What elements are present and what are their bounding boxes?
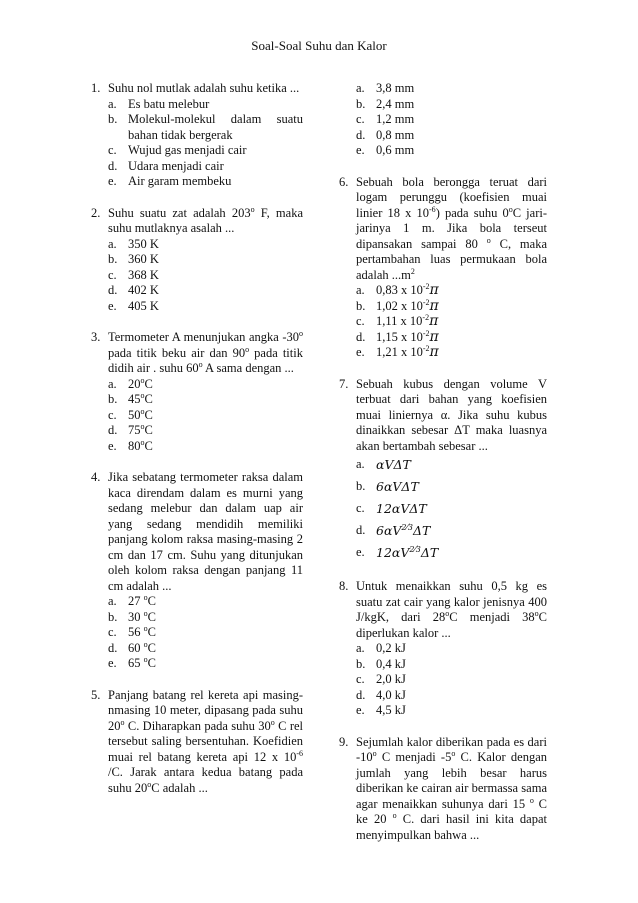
option-label: b.	[108, 112, 118, 126]
option	[356, 542, 547, 564]
question-stem: Sebuah bola berongga teruat dari logam perunggu (koefisien muai linier 18 x $10^{-6}$) pada suhu 0$^o$C jari-jarinya 1 m. Jika bola terseut dipansakan sampai 80 $^o$ C, maka pertambahan luas permukaan bola adalah $...m^2$	[356, 174, 548, 282]
option	[108, 283, 303, 299]
question-5	[91, 688, 303, 797]
option	[356, 128, 547, 144]
option-text: 3,8 mm	[376, 81, 415, 95]
option-text: 0,83 x $10^{-2}\pi$	[376, 281, 439, 298]
option-text: 12αVΔT	[376, 501, 427, 517]
option-text: αVΔT	[376, 457, 411, 473]
option	[108, 112, 303, 143]
option-text: Molekul-molekul dalam suatu bahan tidak bergerak	[128, 112, 303, 142]
option	[108, 610, 303, 626]
option-label: b.	[356, 96, 366, 111]
question-4	[91, 470, 303, 672]
option-label: d.	[108, 640, 118, 655]
option-text: 4,5 kJ	[376, 703, 406, 717]
option-text: 4,0 kJ	[376, 687, 406, 702]
option	[356, 330, 547, 346]
option-text: 60 $^o$C	[128, 639, 156, 655]
option-text: Air garam membeku	[128, 174, 232, 188]
option-text: 368 K	[128, 267, 159, 282]
option-label: c.	[356, 672, 365, 686]
question-number: 4.	[91, 470, 101, 484]
question-number: 7.	[339, 376, 349, 391]
question-2	[91, 206, 303, 315]
option	[108, 143, 303, 159]
option-label: a.	[356, 283, 365, 297]
question-1	[91, 81, 303, 190]
option-label: a.	[356, 641, 365, 655]
option-label: c.	[108, 407, 117, 422]
option-label: e.	[356, 143, 365, 157]
option	[356, 657, 547, 673]
option-label: b.	[108, 392, 118, 406]
question-number: 6.	[339, 174, 349, 189]
option	[356, 454, 547, 476]
option	[108, 237, 303, 253]
option-text: 20$^o$C	[128, 375, 153, 391]
option	[356, 81, 547, 97]
option	[356, 703, 547, 719]
option-label: d.	[356, 687, 366, 702]
option	[356, 672, 547, 688]
right-column	[339, 81, 547, 843]
option-label: b.	[108, 609, 118, 624]
question-stem: Jika sebatang termometer raksa dalam kaca direndam dalam es murni yang sedang melebur dan dalam uap air yang sedang mendidih memiliki panjang kolom raksa masing-masing 2 cm dan 17 cm. Suhu yang ditunjukan oleh kolom raksa dengan panjang 11 cm adalah ...	[108, 470, 303, 593]
option	[108, 408, 303, 424]
option	[108, 439, 303, 455]
option	[356, 641, 547, 657]
option-text: 1,02 x $10^{-2}\pi$	[376, 297, 439, 314]
option-text: 45$^o$C	[128, 390, 153, 406]
option	[108, 159, 303, 175]
option-text: 27 $^o$C	[128, 592, 156, 608]
question-number: 5.	[91, 687, 101, 702]
option-label: d.	[356, 127, 366, 142]
option-label: b.	[356, 656, 366, 671]
option	[108, 299, 303, 315]
question-number: 2.	[91, 205, 101, 220]
option-text: $6\alpha V^{2⁄3}\Delta T$	[376, 523, 431, 539]
option	[356, 520, 547, 542]
option	[108, 594, 303, 610]
option	[108, 268, 303, 284]
option-text: 0,6 mm	[376, 143, 415, 157]
option	[356, 498, 547, 520]
option	[356, 97, 547, 113]
option	[108, 641, 303, 657]
option-label: d.	[356, 523, 366, 538]
option	[108, 252, 303, 268]
option-text: 80$^o$C	[128, 437, 153, 453]
option-label: d.	[108, 158, 118, 173]
option-label: a.	[108, 594, 117, 608]
left-column	[91, 81, 303, 796]
option-label: e.	[356, 703, 365, 717]
option-text: 2,4 mm	[376, 96, 415, 111]
option-label: d.	[108, 283, 118, 297]
option-text: 0,4 kJ	[376, 656, 406, 671]
option-text: 75$^o$C	[128, 421, 153, 437]
option	[356, 299, 547, 315]
option-text: $12\alpha V^{2⁄3}\Delta T$	[376, 545, 439, 561]
option-label: a.	[108, 236, 117, 251]
question-3	[91, 330, 303, 454]
question-5-options	[339, 81, 547, 159]
option-label: c.	[108, 267, 117, 282]
option-label: e.	[108, 438, 117, 453]
option-label: c.	[356, 314, 365, 328]
option-text: 65 $^o$C	[128, 654, 156, 670]
option-text: Wujud gas menjadi cair	[128, 143, 247, 157]
option	[356, 283, 547, 299]
option	[108, 625, 303, 641]
option-label: c.	[108, 143, 117, 157]
option-label: a.	[356, 457, 365, 472]
option-text: 1,11 x $10^{-2}\pi$	[376, 312, 439, 329]
option	[108, 392, 303, 408]
option	[108, 656, 303, 672]
option	[108, 174, 303, 190]
option-label: a.	[108, 376, 117, 391]
question-6	[339, 175, 547, 361]
option-label: c.	[108, 625, 117, 639]
option-label: b.	[356, 298, 366, 313]
option	[356, 688, 547, 704]
option-label: d.	[356, 329, 366, 344]
option-text: 1,21 x $10^{-2}\pi$	[376, 343, 439, 360]
option-text: 402 K	[128, 283, 159, 297]
question-stem: Sejumlah kalor diberikan pada es dari -10$^o$ C menjadi -5$^o$ C. Kalor dengan jumlah yang lebih besar harus diberikan ke cairan air bermassa sama agar menaikkan suhunya dari 15 $^o$ C ke 20 $^o$ C. dari hasil ini kita dapat menyimpulkan bahwa ...	[356, 734, 548, 842]
option-label: e.	[108, 298, 117, 313]
option	[108, 377, 303, 393]
option	[108, 423, 303, 439]
option-text: 360 K	[128, 252, 159, 266]
option-text: Es batu melebur	[128, 96, 210, 111]
option-label: d.	[108, 423, 118, 437]
option-label: c.	[356, 501, 365, 516]
option-text: 1,15 x $10^{-2}\pi$	[376, 328, 439, 345]
question-number: 1.	[91, 81, 101, 95]
option	[108, 97, 303, 113]
question-stem: Suhu suatu zat adalah 203$^o$ F, maka suhu mutlaknya asalah ...	[108, 204, 303, 235]
option	[356, 314, 547, 330]
option-text: 50$^o$C	[128, 406, 153, 422]
option-label: e.	[108, 174, 117, 188]
question-number: 3.	[91, 330, 101, 344]
option-text: 0,8 mm	[376, 127, 415, 142]
option-label: e.	[108, 656, 117, 670]
option-text: 2,0 kJ	[376, 672, 406, 686]
option-text: 1,2 mm	[376, 112, 415, 126]
option-label: a.	[108, 96, 117, 111]
page-title: Soal-Soal Suhu dan Kalor	[251, 38, 387, 53]
option-text: 6αVΔT	[376, 479, 419, 495]
option-label: e.	[356, 545, 365, 560]
question-stem: Untuk menaikkan suhu 0,5 kg es suatu zat cair yang kalor jenisnya 400 J/kgK, dari 28$^o$C menjadi 38$^o$C diperlukan kalor ...	[356, 579, 547, 640]
option-label: e.	[356, 345, 365, 359]
question-number: 8.	[339, 579, 349, 593]
option	[356, 476, 547, 498]
question-8	[339, 579, 547, 719]
option	[356, 112, 547, 128]
question-7	[339, 377, 547, 565]
option-label: b.	[356, 479, 366, 494]
option-text: 30 $^o$C	[128, 608, 156, 624]
question-9	[339, 735, 547, 844]
option-text: 0,2 kJ	[376, 641, 406, 655]
option	[356, 345, 547, 361]
option-text: 405 K	[128, 298, 159, 313]
question-stem: Sebuah kubus dengan volume V terbuat dari bahan yang koefisien muai liniernya α. Jika suhu kubus dinaikkan sebesar ΔT maka luasnya akan bertambah sebesar ...	[356, 376, 547, 453]
question-stem: Suhu nol mutlak adalah suhu ketika ...	[108, 81, 300, 95]
option-text: Udara menjadi cair	[128, 158, 224, 173]
option-text: 350 K	[128, 236, 159, 251]
question-number: 9.	[339, 734, 349, 749]
option	[356, 143, 547, 159]
question-stem: Termometer A menunjukan angka -30$^o$ pada titik beku air dan 90$^o$ pada titik didih air . suhu 60$^o$ A sama dengan ...	[108, 328, 303, 375]
option-label: a.	[356, 81, 365, 95]
question-stem: Panjang batang rel kereta api masing-nmasing 10 meter, dipasang pada suhu 20$^o$ C. Diharapkan pada suhu 30$^o$ C rel tersebut saling bersentuhan. Koefidien muai rel batang kereta api 12 x $10^{-6}$ /C. Jarak antara kedua batang pada suhu 20$^o$C adalah ...	[108, 687, 303, 795]
option-text: 56 $^o$C	[128, 623, 156, 639]
option-label: b.	[108, 252, 118, 266]
option-label: c.	[356, 112, 365, 126]
